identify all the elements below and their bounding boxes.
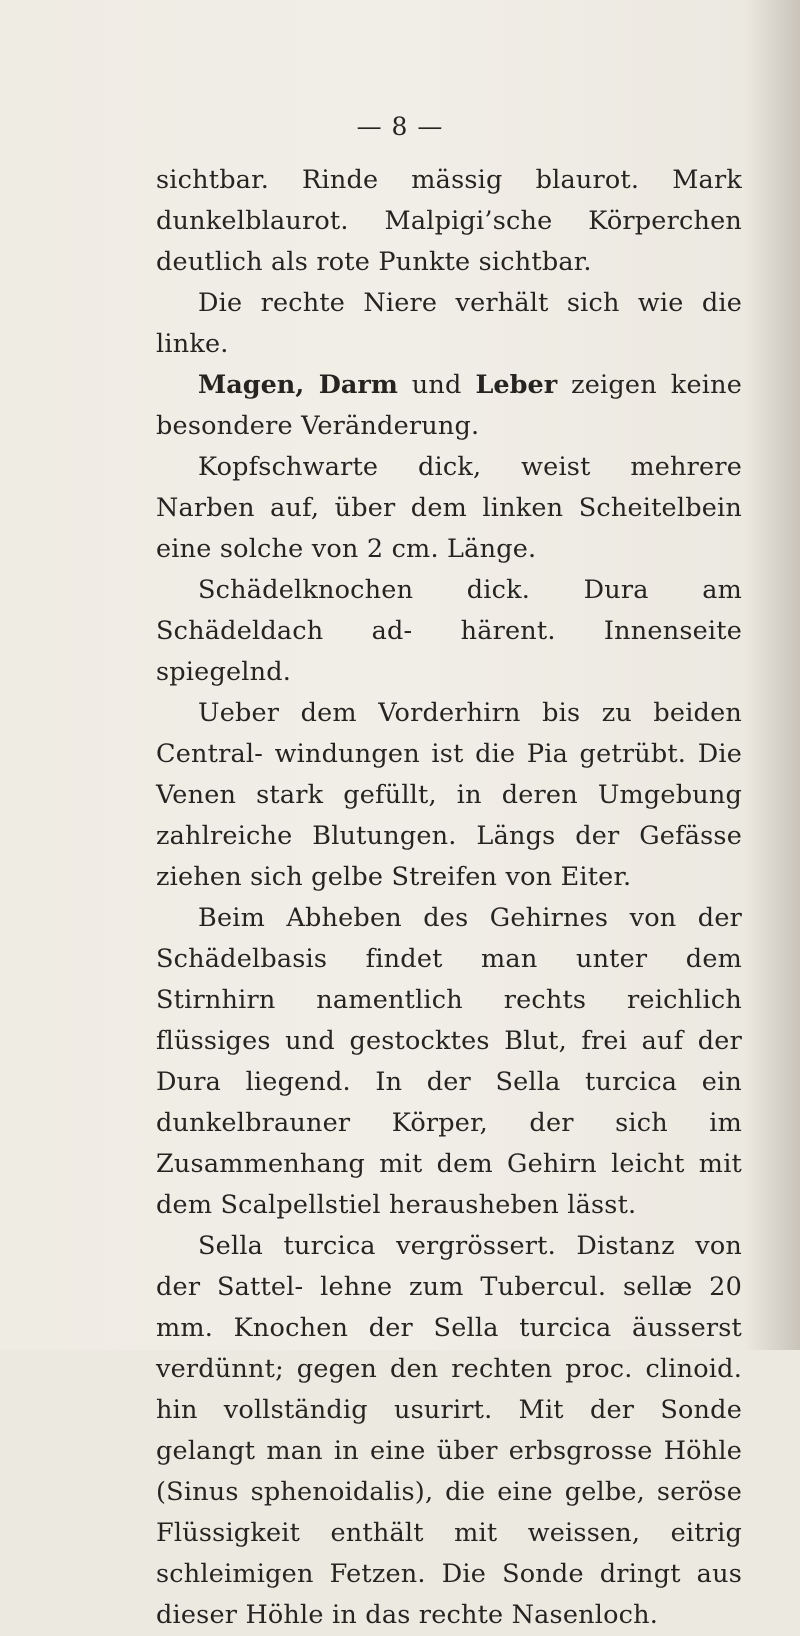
bold-term-leber: Leber [475,370,558,400]
paragraph-8: Sella turcica vergrössert. Distanz von der Sattel- lehne zum Tubercul. sellæ 20 mm. Knochen der Sella turcica äusserst verdünnt; gegen den rechten proc. clinoid. hin vollständig usurirt. Mit der Sonde gelangt man in eine über erbsgrosse Höhle (Sinus sphenoidalis), die eine gelbe, seröse Flüssigkeit enthält mit weissen, eitrig schleimigen Fetzen. Die Sonde dringt aus dieser Höhle in das rechte Nasenloch. [156,1231,742,1630]
paragraph-7: Beim Abheben des Gehirnes von der Schädelbasis findet man unter dem Stirnhirn namentlich rechts reichlich flüssiges und gestocktes Blut, frei auf der Dura liegend. In der Sella turcica ein dunkelbrauner Körper, der sich im Zusammenhang mit dem Gehirn leicht mit dem Scalpellstiel herausheben lässt. [156,903,742,1220]
paragraph-6: Ueber dem Vorderhirn bis zu beiden Central- windungen ist die Pia getrübt. Die Venen stark gefüllt, in deren Umgebung zahlreiche Blutungen. Längs der Gefässe ziehen sich gelbe Streifen von Eiter. [156,698,742,892]
bold-term-magen-darm: Magen, Darm [198,370,398,400]
paragraph-4: Kopfschwarte dick, weist mehrere Narben auf, über dem linken Scheitelbein eine solche von 2 cm. Länge. [156,452,742,564]
paragraph-5: Schädelknochen dick. Dura am Schädeldach ad- härent. Innenseite spiegelnd. [156,575,742,687]
paragraph-3-rest: zeigen keine besondere Veränderung. [156,370,742,441]
paragraph-1: sichtbar. Rinde mässig blaurot. Mark dunkelblaurot. Malpigi’sche Körperchen deutlich als rote Punkte sichtbar. [156,165,742,277]
body-text [156,160,742,1636]
paragraph-3 [156,365,742,447]
paragraph-2: Die rechte Niere verhält sich wie die linke. [156,288,742,359]
page-number: — 8 — [356,112,444,141]
conjunction-text: und [397,370,476,400]
